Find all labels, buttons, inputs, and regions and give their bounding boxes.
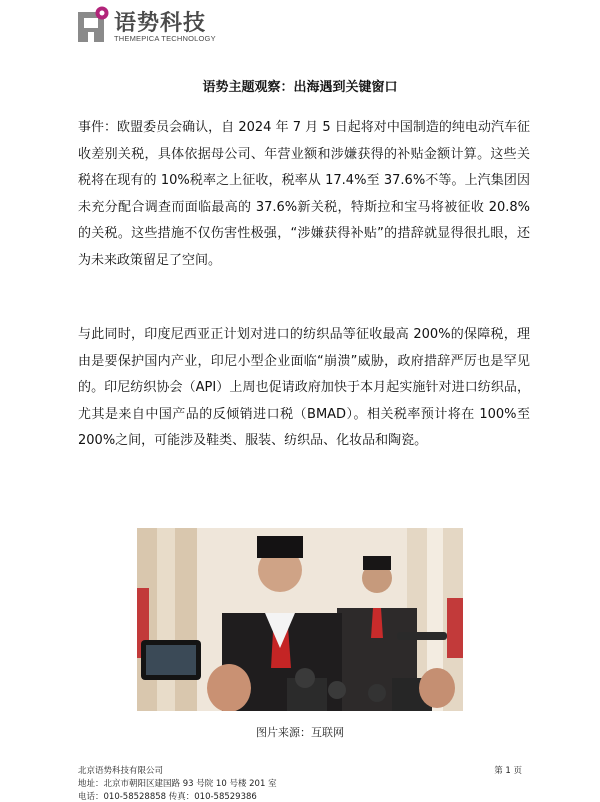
logo-chinese-name: 语势科技 — [114, 11, 207, 36]
paragraph-indonesia: 与此同时，印度尼西亚正计划对进口的纺织品等征收最高 200%的保障税，理由是要保护国内产业，印尼小型企业面临“崩溃”威胁，政府措辞严厉也是罕见的。印尼纺织协会（API）上周也促请政府加快于本月起实施针对进口纺织品，尤其是来自中国产品的反倾销进口税（BMAD）。相关税率预计将在 100%至 200%之间，可能涉及鞋类、服装、纺织品、化妆品和陶瓷。 — [78, 327, 530, 448]
logo-icon — [78, 6, 110, 44]
photo-illustration — [137, 528, 463, 711]
page-number: 第 1 页 — [494, 766, 522, 776]
paragraph-event: 事件：欧盟委员会确认，自 2024 年 7 月 5 日起将对中国制造的纯电动汽车征收差别关税，具体依据母公司、年营业额和涉嫌获得的补贴金额计算。这些关税将在现有的 10%税率之上征收，税率从 17.4%至 37.6%不等。上汽集团因未充分配合调查而面临最高的 37.6%新关税，特斯拉和宝马将被征收 20.8%的关税。这些措施不仅伤害性极强，“涉嫌获得补贴”的措辞就显得很扎眼，还为未来政策留足了空间。 — [78, 120, 530, 268]
company-logo — [78, 4, 378, 48]
photo-caption: 图片来源：互联网 — [256, 726, 344, 739]
news-photo — [137, 528, 463, 711]
logo-english-name: THEMEPICA TECHNOLOGY — [114, 34, 216, 43]
page-title: 语势主题观察：出海遇到关键窗口 — [202, 80, 398, 95]
footer-company: 北京语势科技有限公司 — [78, 766, 164, 776]
footer-address: 地址：北京市朝阳区建国路 93 号院 10 号楼 201 室 — [78, 779, 277, 789]
footer-contact: 电话：010-58528858 传真：010-58529386 — [78, 792, 257, 802]
